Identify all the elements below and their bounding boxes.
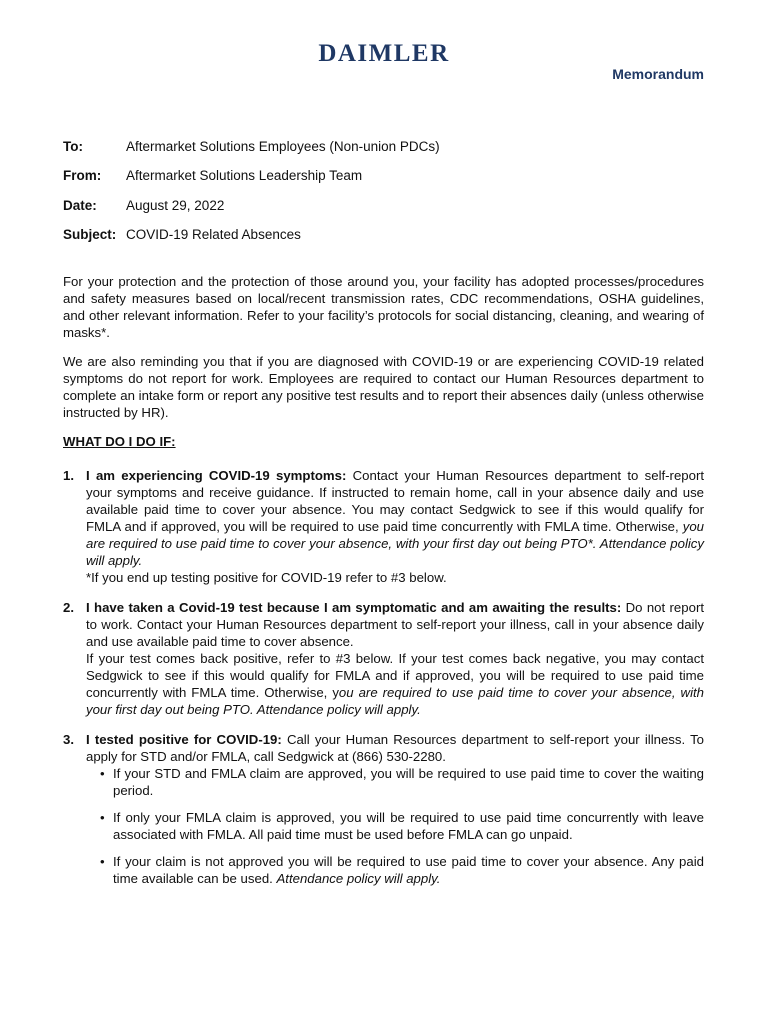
memorandum-label: Memorandum (612, 66, 704, 82)
header-value: Aftermarket Solutions Employees (Non-union PDCs) (126, 139, 440, 154)
item-text: Do not report to work. Contact your Human Resources department to self-report your illness, call in your absence daily and use available paid time to cover absence. (86, 600, 704, 649)
item-text: If your test comes back positive, refer to #3 below. If your test comes back negative, you may contact Sedgwick to see if this would qualify for FMLA and if approved, you will be required to use paid time concurrently with FMLA time. Otherwise, y (86, 651, 704, 700)
bullet-list (86, 765, 704, 887)
header-label: Date: (63, 198, 97, 213)
intro-paragraph: For your protection and the protection of those around you, your facility has adopted processes/procedures and safety measures based on local/recent transmission rates, CDC recommendations, OSHA guidelines, and other relevant information. Refer to your facility’s protocols for social distancing, cleaning, and wearing of masks*. (63, 274, 704, 340)
item-italic-text: you are required to use paid time to cover your absence, with your first day out being PTO*. Attendance policy will apply. (86, 519, 704, 568)
item-paragraph (86, 467, 704, 569)
item-italic-text: ou are required to use paid time to cover your absence, with your first day out being PTO. Attendance policy will apply. (86, 685, 704, 717)
list-item (63, 467, 704, 586)
bullet-item (86, 853, 704, 887)
bullet-icon: • (100, 854, 105, 869)
list-item (63, 599, 704, 718)
intro-paragraph: We are also reminding you that if you are diagnosed with COVID-19 or are experiencing COVID-19 related symptoms do not report for work. Employees are required to contact our Human Resources department to complete an intake form or report any positive test results and to report their absences daily (unless otherwise instructed by HR). (63, 354, 704, 420)
bullet-text: If your claim is not approved you will be required to use paid time to cover your absence. Any paid time available can be used. (113, 854, 704, 886)
item-heading: I tested positive for COVID-19: (86, 732, 282, 747)
item-text: Call your Human Resources department to self-report your illness. To apply for STD and/or FMLA, call Sedgwick at (866) 530-2280. (86, 732, 705, 764)
company-logo: DAIMLER (318, 40, 450, 67)
item-number: 2. (63, 600, 74, 615)
item-paragraph-2 (86, 650, 704, 718)
header-label: To: (63, 139, 83, 154)
bullet-icon: • (100, 766, 105, 781)
header-value: COVID-19 Related Absences (126, 227, 301, 242)
header-label: From: (63, 168, 102, 183)
item-number: 3. (63, 732, 74, 747)
item-number: 1. (63, 468, 74, 483)
bullet-italic-text: Attendance policy will apply. (276, 871, 441, 886)
header-label: Subject: (63, 227, 117, 242)
item-text: Contact your Human Resources department to self-report your symptoms and receive guidance. If instructed to remain home, call in your absence daily and use available paid time to cover your absence. You may contact Sedgwick to see if this would qualify for FMLA and if approved, you will be required to use paid time concurrently with FMLA time. Otherwise, (86, 468, 705, 534)
bullet-item (86, 765, 704, 799)
memo-body (63, 273, 704, 900)
instruction-list (63, 467, 704, 887)
item-paragraph (86, 731, 704, 765)
list-item (63, 731, 704, 887)
item-paragraph (86, 599, 704, 650)
item-heading: I have taken a Covid-19 test because I am symptomatic and am awaiting the results: (86, 600, 622, 615)
section-title: WHAT DO I DO IF: (63, 434, 176, 449)
header-value: August 29, 2022 (126, 198, 225, 213)
bullet-text: If your STD and FMLA claim are approved, you will be required to use paid time to cover the waiting period. (113, 766, 704, 798)
item-heading: I am experiencing COVID-19 symptoms: (86, 468, 347, 483)
item-note: *If you end up testing positive for COVID-19 refer to #3 below. (86, 570, 447, 585)
bullet-icon: • (100, 810, 105, 825)
bullet-item (86, 809, 704, 843)
bullet-text: If only your FMLA claim is approved, you will be required to use paid time concurrently with leave associated with FMLA. All paid time must be used before FMLA can go unpaid. (113, 810, 704, 842)
header-value: Aftermarket Solutions Leadership Team (126, 168, 363, 183)
